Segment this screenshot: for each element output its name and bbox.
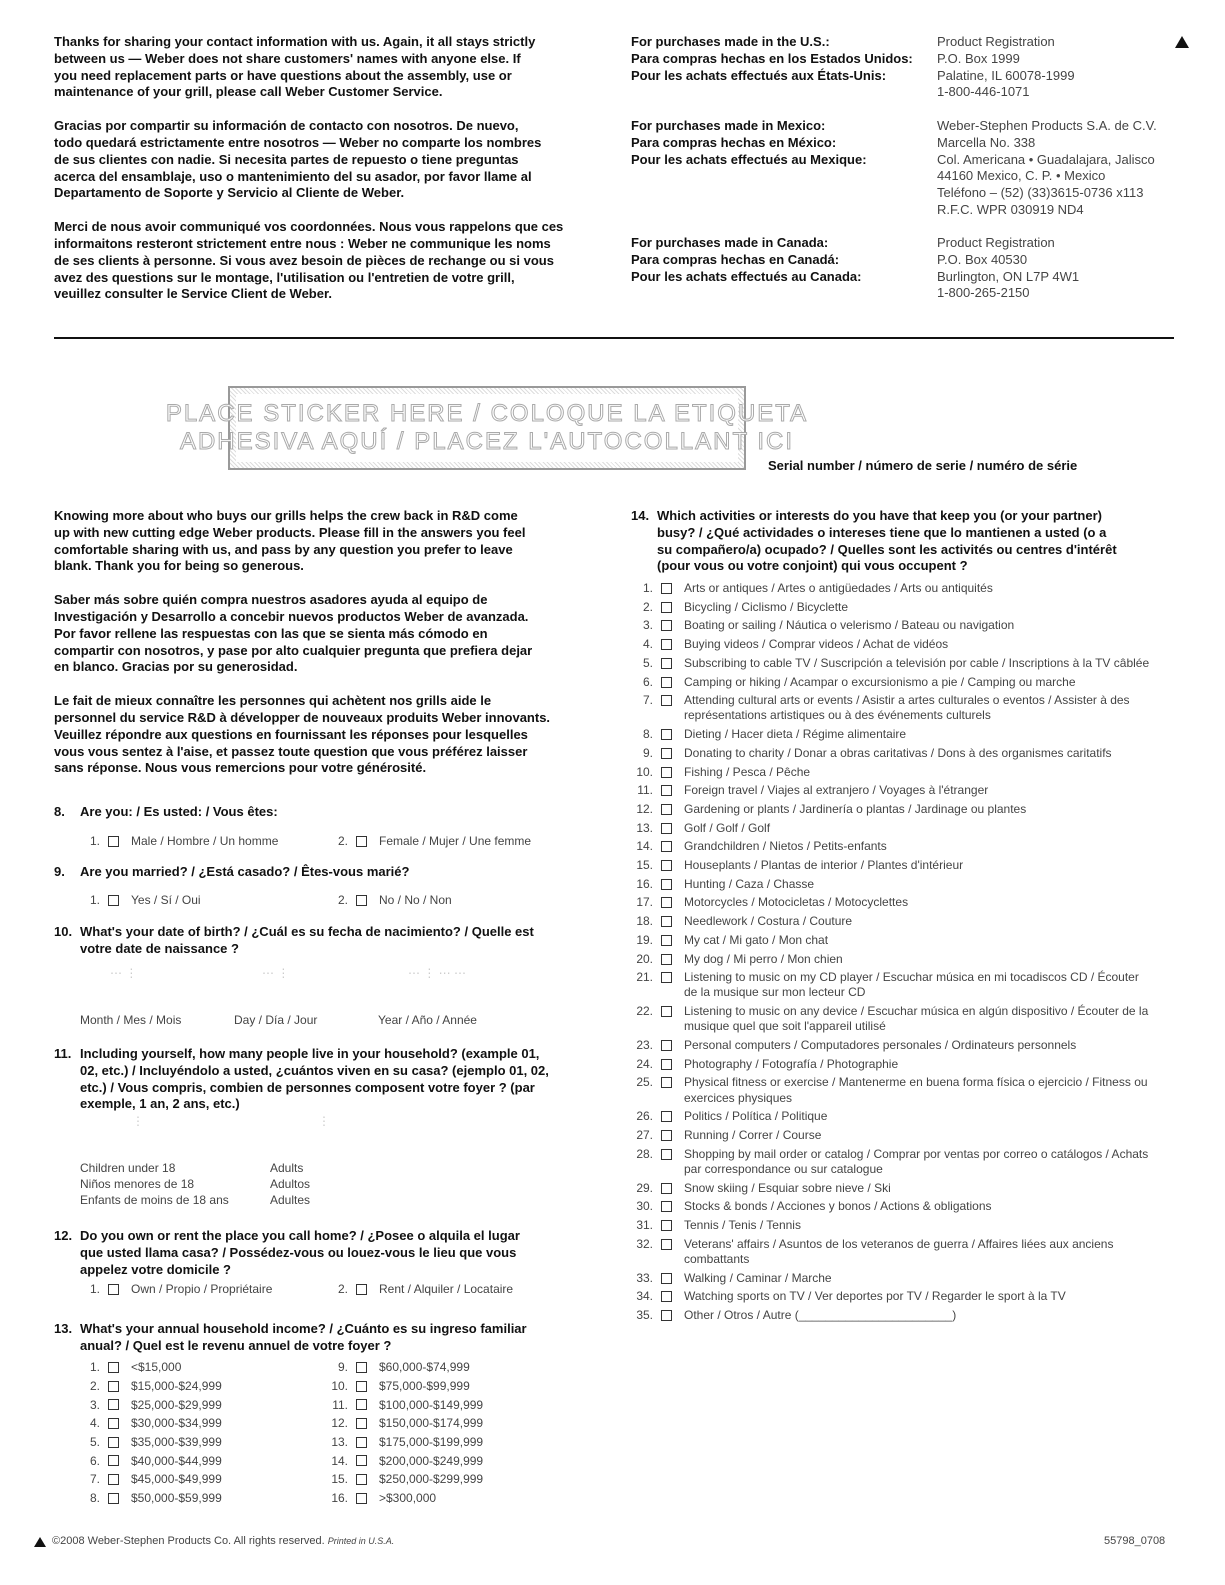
activity-item[interactable]: 32. Veterans' affairs / Asuntos de los veteranos de guerra / Affaires liées aux anciens combattants: [636, 1236, 1114, 1267]
checkbox[interactable]: [661, 658, 672, 669]
address-ca-label: For purchases made in Canada: Para compras hechas en Canadá: Pour les achats effectués au Canada:: [631, 235, 862, 284]
checkbox[interactable]: [356, 1381, 367, 1392]
checkbox[interactable]: [108, 1362, 119, 1373]
activity-item[interactable]: 16. Hunting / Caza / Chasse: [636, 876, 815, 891]
checkbox[interactable]: [661, 1273, 672, 1284]
intro-fr: Merci de nous avoir communiqué vos coordonnées. Nous vous rappelons que ces informaitons resteront strictement entre nous : Weber ne communique les noms de ses clients à personne. Si vous avez besoin de pièces de rechange ou si vous avez des questions sur le montage, l'utilisation ou l'entretien de votre grill, veuillez consulter le Service Client de Weber.: [54, 219, 564, 302]
checkbox[interactable]: [356, 1474, 367, 1485]
q12-option-1[interactable]: 1. Own / Propio / Propriétaire: [89, 1282, 273, 1296]
activity-item[interactable]: 11. Foreign travel / Viajes al extranjero / Voyages à l'étranger: [637, 783, 989, 798]
checkbox[interactable]: [661, 583, 672, 594]
footer-copyright: ©2008 Weber-Stephen Products Co. All rights reserved. Printed in U.S.A.: [52, 1535, 395, 1547]
income-option[interactable]: 13. $175,000-$199,999: [331, 1435, 484, 1450]
checkbox[interactable]: [356, 895, 367, 906]
activity-item[interactable]: 14. Grandchildren / Nietos / Petits-enfants: [636, 839, 887, 854]
survey-intro-fr: Le fait de mieux connaître les personnes qui achètent nos grills aide le personnel du service R&D à développer de nouveaux produits Weber innovants. Veuillez répondre aux questions en fournissant les réponses pour lesquelles vous vous sentez à l'aise, et passez toute question que vous préférez laisser sans réponse. Nous vous remercions pour votre générosité.: [54, 693, 551, 776]
question-10: [54, 924, 614, 958]
activity-item[interactable]: 9. Donating to charity / Donar a obras caritativas / Dons à des organismes caritatifs: [642, 745, 1112, 760]
activity-item[interactable]: 31. Tennis / Tenis / Tennis: [636, 1218, 801, 1233]
serial-number-label: Serial number / número de serie / numéro de série: [768, 458, 1078, 473]
question-number: 14.: [631, 508, 650, 523]
day-label: Day / Día / Jour: [234, 1013, 318, 1027]
question-number: 11.: [54, 1046, 72, 1061]
question-text: Which activities or interests do you have that keep you (or your partner) busy? / ¿Qué actividades o intereses tiene que lo mantienen a usted (o a su compañero/a) ocupado? / Quelles sont les activités ou centres d'intérêt (pour vous ou votre conjoint) qui vous occupent ?: [657, 508, 1117, 574]
income-option[interactable]: 12. $150,000-$174,999: [331, 1416, 484, 1431]
question-text: What's your date of birth? / ¿Cuál es su fecha de nacimiento? / Quelle est votre date de naissance ?: [80, 924, 534, 956]
income-option[interactable]: 10. $75,000-$99,999: [331, 1379, 470, 1394]
checkbox[interactable]: [661, 1183, 672, 1194]
checkbox[interactable]: [661, 972, 672, 983]
income-option[interactable]: 3. $25,000-$29,999: [89, 1397, 222, 1412]
checkbox[interactable]: [661, 841, 672, 852]
question-14: [631, 508, 1171, 575]
checkbox[interactable]: [661, 602, 672, 613]
activity-item[interactable]: 25. Physical fitness or exercise / Mantenerme en buena forma física o ejercicio / Fitness ou exercices physiques: [636, 1075, 1148, 1105]
income-option[interactable]: 9. $60,000-$74,999: [337, 1360, 470, 1375]
checkbox[interactable]: [661, 1130, 672, 1141]
question-11: [54, 1046, 614, 1113]
activity-item[interactable]: 22. Listening to music on any device / Escuchar música en algún dispositivo / Écouter de la musique quel que soit l'appareil utilisé: [636, 1004, 1149, 1034]
activity-item[interactable]: 2. Bicycling / Ciclismo / Bicyclette: [642, 599, 849, 614]
activity-item[interactable]: 3. Boating or sailing / Náutica o velerismo / Bateau ou navigation: [642, 618, 1015, 633]
checkbox[interactable]: [108, 1418, 119, 1429]
intro-en: Thanks for sharing your contact information with us. Again, it all stays strictly between us — Weber does not share customers' names with anyone else. If you need replacement parts or have questions about the assembly, use or maintenance of your grill, please call Weber Customer Service.: [54, 34, 536, 100]
intro-block: [54, 34, 599, 303]
question-text: Are you: / Es usted: / Vous êtes:: [80, 804, 278, 819]
address-ca-value: Product Registration P.O. Box 40530 Burlington, ON L7P 4W1 1-800-265-2150: [937, 235, 1080, 301]
income-option[interactable]: 5. $35,000-$39,999: [89, 1435, 222, 1450]
checkbox[interactable]: [356, 1418, 367, 1429]
checkbox[interactable]: [661, 785, 672, 796]
question-number: 9.: [54, 864, 65, 879]
children-label: Children under 18 Niños menores de 18 Enfants de moins de 18 ans: [80, 1161, 229, 1207]
question-9: [54, 864, 409, 881]
q8-option-1[interactable]: 1. Male / Hombre / Un homme: [89, 834, 279, 848]
question-13: [54, 1321, 614, 1355]
checkbox[interactable]: [661, 677, 672, 688]
question-8: [54, 804, 278, 821]
checkbox[interactable]: [108, 1437, 119, 1448]
checkbox[interactable]: [661, 1077, 672, 1088]
income-option[interactable]: 15. $250,000-$299,999: [331, 1472, 484, 1487]
footer-triangle-icon: [34, 1537, 46, 1547]
checkbox[interactable]: [661, 748, 672, 759]
checkbox[interactable]: [108, 1399, 119, 1410]
checkbox[interactable]: [108, 895, 119, 906]
checkbox[interactable]: [661, 1220, 672, 1231]
checkbox[interactable]: [661, 879, 672, 890]
income-option[interactable]: 7. $45,000-$49,999: [89, 1472, 222, 1487]
document-code: 55798_0708: [1104, 1535, 1166, 1547]
activity-item[interactable]: 28. Shopping by mail order or catalog / Comprar por ventas por correo o catálogos / Achats par correspondance ou sur catalogue: [636, 1146, 1149, 1176]
activity-item[interactable]: 23. Personal computers / Computadores personales / Ordinateurs personnels: [636, 1038, 1077, 1053]
checkbox[interactable]: [108, 1474, 119, 1485]
checkbox[interactable]: [661, 620, 672, 631]
income-options-col-2: [326, 1358, 483, 1508]
checkbox[interactable]: [661, 1006, 672, 1017]
adults-field[interactable]: ⋮: [318, 1114, 330, 1128]
checkbox[interactable]: [661, 860, 672, 871]
question-number: 8.: [54, 804, 65, 819]
sticker-line-1: PLACE STICKER HERE / COLOQUE LA ETIQUETA: [165, 400, 809, 427]
survey-intro: [54, 508, 599, 777]
income-option[interactable]: 1. <$15,000: [89, 1360, 182, 1375]
activity-item[interactable]: 24. Photography / Fotografía / Photographie: [636, 1056, 899, 1071]
activity-item[interactable]: 20. My dog / Mi perro / Mon chien: [636, 951, 843, 966]
income-option[interactable]: 2. $15,000-$24,999: [89, 1379, 222, 1394]
checkbox[interactable]: [661, 1291, 672, 1302]
day-field[interactable]: ⋯ ⋮: [262, 966, 290, 980]
checkbox[interactable]: [661, 1040, 672, 1051]
activity-item[interactable]: 19. My cat / Mi gato / Mon chat: [636, 932, 829, 947]
income-option[interactable]: 16. >$300,000: [331, 1491, 437, 1506]
checkbox[interactable]: [108, 1493, 119, 1504]
activity-item[interactable]: 29. Snow skiing / Esquiar sobre nieve / Ski: [636, 1180, 891, 1195]
question-number: 10.: [54, 924, 73, 939]
survey-intro-es: Saber más sobre quién compra nuestros asadores ayuda al equipo de Investigación y Desarrollo a concebir nuevos productos Weber de avanzada. Por favor rellene las respuestas con las que se sienta más cómodo en compartir con nosotros, y pase por alto cualquier pregunta que prefiera dejar en blanco. Gracias por su generosidad.: [54, 592, 533, 675]
checkbox[interactable]: [661, 935, 672, 946]
income-option[interactable]: 6. $40,000-$44,999: [89, 1453, 222, 1468]
checkbox[interactable]: [661, 916, 672, 927]
checkbox[interactable]: [661, 1059, 672, 1070]
activity-item[interactable]: 5. Subscribing to cable TV / Suscripción a televisión por cable / Inscriptions à la TV câblée: [642, 655, 1150, 670]
activity-item[interactable]: 1. Arts or antiques / Artes o antigüedades / Arts ou antiquités: [642, 581, 993, 595]
intro-es: Gracias por compartir su información de contacto con nosotros. De nuevo, todo quedará estrictamente entre nosotros — Weber no comparte los nombres de sus clientes con nadie. Si necesita partes de repuesto o tiene preguntas acerca del ensamblaje, uso o mantenimiento del su asador, por favor llame al Departamento de Soporte y Servicio al Cliente de Weber.: [54, 118, 542, 201]
checkbox[interactable]: [661, 823, 672, 834]
checkbox[interactable]: [661, 1111, 672, 1122]
activity-item[interactable]: 12. Gardening or plants / Jardinería o plantas / Jardinage ou plantes: [636, 801, 1027, 816]
activity-item[interactable]: 4. Buying videos / Comprar videos / Achat de vidéos: [642, 637, 949, 652]
activity-item[interactable]: 17. Motorcycles / Motocicletas / Motocyclettes: [636, 895, 909, 910]
question-text: Do you own or rent the place you call home? / ¿Posee o alquila el lugar que usted llama casa? / Possédez-vous ou louez-vous le lieu que vous appelez votre domicile ?: [80, 1228, 520, 1277]
month-field[interactable]: ⋯ ⋮: [110, 966, 138, 980]
checkbox[interactable]: [661, 954, 672, 965]
activity-item[interactable]: 35. Other / Otros / Autre (_______________________): [636, 1308, 957, 1323]
checkbox[interactable]: [356, 1455, 367, 1466]
checkbox[interactable]: [108, 836, 119, 847]
activity-item[interactable]: 7. Attending cultural arts or events / Asistir a artes culturales o eventos / Assister à des représentations artistiques ou à des événements culturels: [642, 693, 1130, 723]
printed-in: Printed in U.S.A.: [327, 1536, 395, 1546]
section-divider: [54, 337, 1174, 339]
checkbox[interactable]: [661, 767, 672, 778]
activity-item[interactable]: 21. Listening to music on my CD player / Escuchar música en mi tocadiscos CD / Écouter de la musique sur mon lecteur CD: [636, 970, 1139, 1000]
checkbox[interactable]: [661, 804, 672, 815]
income-option[interactable]: 4. $30,000-$34,999: [89, 1416, 222, 1431]
q9-option-2[interactable]: 2. No / No / Non: [337, 893, 452, 907]
question-number: 12.: [54, 1228, 73, 1243]
question-text: What's your annual household income? / ¿Cuánto es su ingreso familiar anual? / Quel est le revenu annuel de votre foyer ?: [80, 1321, 527, 1353]
q8-option-2[interactable]: 2. Female / Mujer / Une femme: [337, 834, 532, 848]
income-option[interactable]: 14. $200,000-$249,999: [331, 1453, 484, 1468]
address-mx-value: Weber-Stephen Products S.A. de C.V. Marcella No. 338 Col. Americana • Guadalajara, Jalisco 44160 Mexico, C. P. • Mexico Teléfono – (52) (33)3615-0736 x113 R.F.C. WPR 030919 ND4: [937, 118, 1157, 217]
activity-item[interactable]: 15. Houseplants / Plantas de interior / Plantes d'intérieur: [636, 858, 964, 873]
children-field[interactable]: ⋮: [132, 1114, 144, 1128]
checkbox[interactable]: [661, 729, 672, 740]
activity-item[interactable]: 8. Dieting / Hacer dieta / Régime alimentaire: [642, 727, 907, 742]
question-text: Including yourself, how many people live in your household? (example 01, 02, etc.) / Incluyéndolo a usted, ¿cuántos viven en su casa? (ejemplo 01, 02, etc.) / Vous compris, combien de personnes composent votre foyer ? (par exemple, 1 an, 2 ans, etc.): [80, 1046, 549, 1112]
question-number: 13.: [54, 1321, 73, 1336]
question-12: [54, 1228, 614, 1278]
income-options-col-1: [78, 1358, 222, 1508]
address-mx-label: For purchases made in Mexico: Para compras hechas en México: Pour les achats effectués au Mexique:: [631, 118, 867, 167]
activity-item[interactable]: 33. Walking / Caminar / Marche: [636, 1270, 832, 1285]
checkbox[interactable]: [356, 1362, 367, 1373]
checkbox[interactable]: [661, 695, 672, 706]
survey-intro-en: Knowing more about who buys our grills helps the crew back in R&D come up with new cutting edge Weber products. Please fill in the answers you feel comfortable sharing with us, and pass by any question you prefer to leave blank. Thank you for being so generous.: [54, 508, 526, 574]
activity-item[interactable]: 13. Golf / Golf / Golf: [636, 820, 771, 835]
address-us-value: Product Registration P.O. Box 1999 Palatine, IL 60078-1999 1-800-446-1071: [937, 34, 1075, 100]
checkbox[interactable]: [661, 1201, 672, 1212]
checkbox[interactable]: [108, 1284, 119, 1295]
checkbox[interactable]: [661, 639, 672, 650]
year-field[interactable]: ⋯ ⋮ ⋯ ⋯: [408, 966, 467, 980]
q9-option-1[interactable]: 1. Yes / Sí / Oui: [89, 893, 201, 907]
q12-option-2[interactable]: 2. Rent / Alquiler / Locataire: [337, 1282, 514, 1296]
activity-item[interactable]: 26. Politics / Política / Politique: [636, 1109, 828, 1124]
checkbox[interactable]: [356, 1399, 367, 1410]
month-label: Month / Mes / Mois: [80, 1013, 182, 1027]
checkbox[interactable]: [108, 1455, 119, 1466]
checkbox[interactable]: [356, 1493, 367, 1504]
checkbox[interactable]: [661, 897, 672, 908]
address-us-label: For purchases made in the U.S.: Para compras hechas en los Estados Unidos: Pour les achats effectués aux États-Unis:: [631, 34, 913, 83]
checkbox[interactable]: [108, 1381, 119, 1392]
adults-label: Adults Adultos Adultes: [270, 1161, 311, 1207]
sticker-line-2: ADHESIVA AQUÍ / PLACEZ L'AUTOCOLLANT ICI: [179, 428, 795, 455]
income-option[interactable]: 8. $50,000-$59,999: [89, 1491, 222, 1506]
activity-item[interactable]: 34. Watching sports on TV / Ver deportes por TV / Regarder le sport à la TV: [636, 1289, 1066, 1304]
checkbox[interactable]: [661, 1310, 672, 1321]
checkbox[interactable]: [661, 1239, 672, 1250]
checkbox[interactable]: [356, 1284, 367, 1295]
activity-item[interactable]: 18. Needlework / Costura / Couture: [636, 914, 853, 929]
checkbox[interactable]: [661, 1149, 672, 1160]
year-label: Year / Año / Année: [378, 1013, 477, 1027]
activity-item[interactable]: 30. Stocks & bonds / Acciones y bonos / Actions & obligations: [636, 1199, 992, 1214]
question-text: Are you married? / ¿Está casado? / Êtes-vous marié?: [80, 864, 410, 879]
checkbox[interactable]: [356, 1437, 367, 1448]
activity-item[interactable]: 10. Fishing / Pesca / Pêche: [636, 764, 811, 779]
activities-list: [631, 581, 1176, 1327]
activity-item[interactable]: 6. Camping or hiking / Acampar o excursionismo a pie / Camping ou marche: [642, 674, 1076, 689]
activity-item[interactable]: 27. Running / Correr / Course: [636, 1128, 822, 1143]
checkbox[interactable]: [356, 836, 367, 847]
sticker-placeholder: [165, 386, 809, 470]
income-option[interactable]: 11. $100,000-$149,999: [332, 1397, 484, 1412]
